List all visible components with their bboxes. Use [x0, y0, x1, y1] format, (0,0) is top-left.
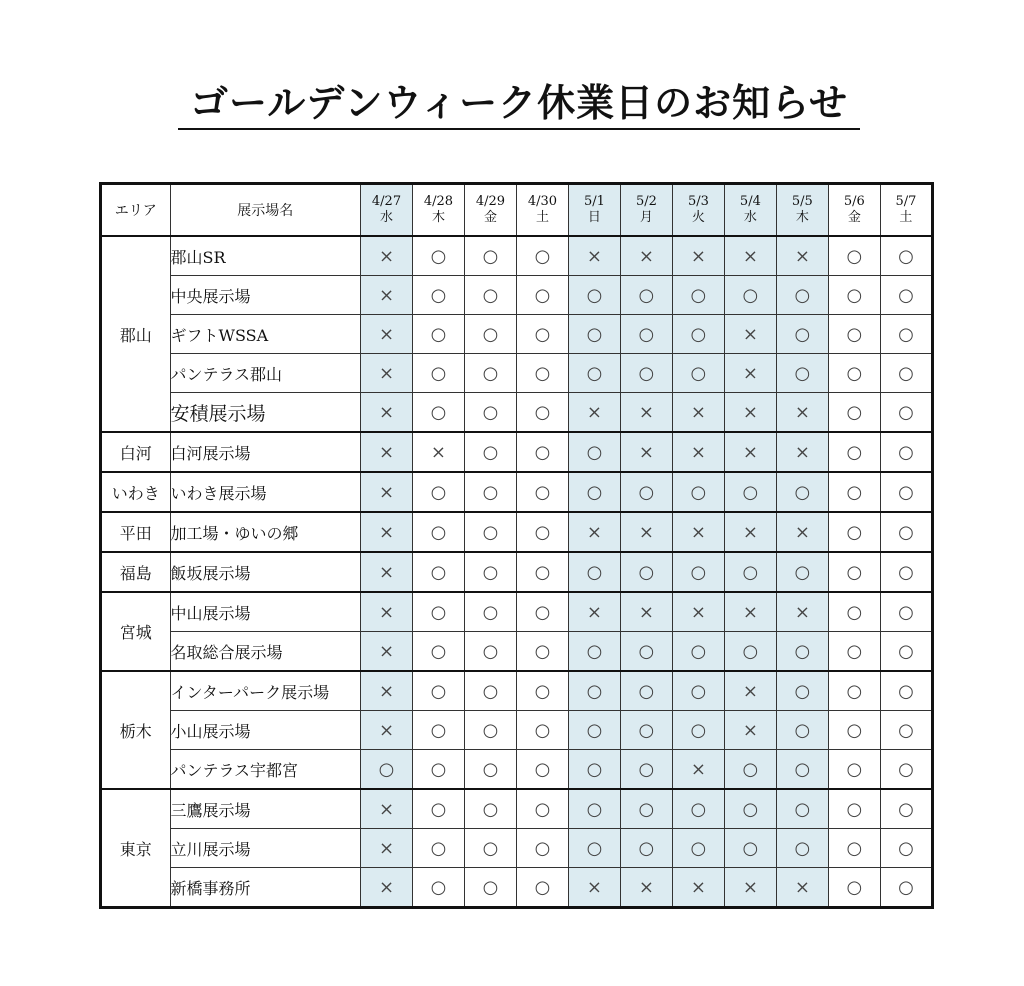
date-column-header	[620, 184, 672, 237]
open-mark: ○	[828, 632, 880, 672]
open-mark: ○	[672, 632, 724, 672]
open-mark: ○	[516, 512, 568, 552]
open-mark: ○	[724, 750, 776, 790]
open-mark: ○	[412, 276, 464, 315]
date-column-header	[516, 184, 568, 237]
open-mark: ○	[568, 829, 620, 868]
closed-mark: ×	[724, 236, 776, 276]
closed-mark: ×	[568, 868, 620, 908]
table-row	[101, 750, 933, 790]
weekday-label: 水	[379, 210, 393, 225]
table-row	[101, 789, 933, 829]
date-column-header	[880, 184, 932, 237]
open-mark: ○	[464, 711, 516, 750]
open-mark: ○	[620, 632, 672, 672]
table-row	[101, 315, 933, 354]
open-mark: ○	[724, 472, 776, 512]
open-mark: ○	[464, 592, 516, 632]
closed-mark: ×	[724, 315, 776, 354]
closed-mark: ×	[361, 868, 413, 908]
closed-mark: ×	[361, 236, 413, 276]
open-mark: ○	[880, 750, 932, 790]
table-row	[101, 236, 933, 276]
site-name: いわき展示場	[170, 472, 360, 512]
open-mark: ○	[828, 750, 880, 790]
open-mark: ○	[828, 829, 880, 868]
open-mark: ○	[672, 711, 724, 750]
date-column-header	[361, 184, 413, 237]
date-column-header	[672, 184, 724, 237]
closed-mark: ×	[361, 671, 413, 711]
open-mark: ○	[672, 789, 724, 829]
open-mark: ○	[568, 750, 620, 790]
open-mark: ○	[776, 354, 828, 393]
open-mark: ○	[880, 512, 932, 552]
open-mark: ○	[412, 472, 464, 512]
area-column-header: エリア	[101, 184, 171, 237]
open-mark: ○	[516, 868, 568, 908]
area-name: 福島	[101, 552, 171, 592]
closed-mark: ×	[568, 393, 620, 433]
open-mark: ○	[412, 236, 464, 276]
weekday-label: 金	[483, 210, 497, 225]
site-name: インターパーク展示場	[170, 671, 360, 711]
open-mark: ○	[516, 632, 568, 672]
closed-mark: ×	[724, 354, 776, 393]
open-mark: ○	[620, 789, 672, 829]
open-mark: ○	[776, 671, 828, 711]
weekday-label: 木	[795, 210, 809, 225]
closed-mark: ×	[620, 236, 672, 276]
open-mark: ○	[620, 315, 672, 354]
weekday-label: 土	[535, 210, 549, 225]
open-mark: ○	[620, 711, 672, 750]
open-mark: ○	[412, 750, 464, 790]
open-mark: ○	[464, 354, 516, 393]
open-mark: ○	[568, 632, 620, 672]
closed-mark: ×	[361, 276, 413, 315]
page-title: ゴールデンウィーク休業日のお知らせ	[178, 78, 860, 130]
closed-mark: ×	[568, 512, 620, 552]
table-row	[101, 432, 933, 472]
open-mark: ○	[568, 315, 620, 354]
open-mark: ○	[620, 472, 672, 512]
closed-mark: ×	[672, 236, 724, 276]
open-mark: ○	[568, 472, 620, 512]
open-mark: ○	[516, 592, 568, 632]
site-name: ギフトWSSA	[170, 315, 360, 354]
closed-mark: ×	[620, 393, 672, 433]
table-row	[101, 393, 933, 433]
open-mark: ○	[880, 632, 932, 672]
table-row	[101, 829, 933, 868]
open-mark: ○	[412, 632, 464, 672]
open-mark: ○	[620, 829, 672, 868]
site-name: 名取総合展示場	[170, 632, 360, 672]
open-mark: ○	[672, 472, 724, 512]
open-mark: ○	[672, 552, 724, 592]
area-name: 平田	[101, 512, 171, 552]
open-mark: ○	[412, 868, 464, 908]
open-mark: ○	[776, 829, 828, 868]
site-name: 小山展示場	[170, 711, 360, 750]
open-mark: ○	[516, 354, 568, 393]
date-column-header	[568, 184, 620, 237]
open-mark: ○	[568, 789, 620, 829]
closed-mark: ×	[776, 236, 828, 276]
open-mark: ○	[516, 789, 568, 829]
closed-mark: ×	[361, 711, 413, 750]
open-mark: ○	[880, 276, 932, 315]
table-row	[101, 512, 933, 552]
open-mark: ○	[516, 552, 568, 592]
closed-mark: ×	[361, 592, 413, 632]
closed-mark: ×	[568, 236, 620, 276]
open-mark: ○	[412, 592, 464, 632]
open-mark: ○	[412, 829, 464, 868]
table-row	[101, 671, 933, 711]
site-name: 加工場・ゆいの郷	[170, 512, 360, 552]
date-label: 4/27	[371, 194, 402, 209]
open-mark: ○	[880, 711, 932, 750]
site-name: 新橋事務所	[170, 868, 360, 908]
open-mark: ○	[672, 276, 724, 315]
closed-mark: ×	[620, 432, 672, 472]
closed-mark: ×	[724, 671, 776, 711]
open-mark: ○	[464, 393, 516, 433]
area-name: 白河	[101, 432, 171, 472]
open-mark: ○	[620, 354, 672, 393]
area-name: 郡山	[101, 236, 171, 432]
table-row	[101, 632, 933, 672]
open-mark: ○	[568, 711, 620, 750]
closed-mark: ×	[672, 432, 724, 472]
date-column-header	[412, 184, 464, 237]
date-label: 5/2	[635, 194, 657, 209]
date-label: 5/4	[739, 194, 761, 209]
closed-mark: ×	[724, 868, 776, 908]
open-mark: ○	[516, 276, 568, 315]
open-mark: ○	[516, 393, 568, 433]
open-mark: ○	[464, 472, 516, 512]
open-mark: ○	[464, 829, 516, 868]
closed-mark: ×	[776, 393, 828, 433]
closed-mark: ×	[620, 592, 672, 632]
closed-mark: ×	[620, 512, 672, 552]
open-mark: ○	[464, 750, 516, 790]
open-mark: ○	[776, 711, 828, 750]
open-mark: ○	[412, 393, 464, 433]
open-mark: ○	[776, 552, 828, 592]
closed-mark: ×	[361, 512, 413, 552]
date-column-header	[464, 184, 516, 237]
open-mark: ○	[516, 671, 568, 711]
date-label: 4/28	[423, 194, 454, 209]
open-mark: ○	[880, 671, 932, 711]
open-mark: ○	[568, 354, 620, 393]
open-mark: ○	[828, 472, 880, 512]
site-name: パンテラス宇都宮	[170, 750, 360, 790]
date-label: 5/6	[843, 194, 865, 209]
open-mark: ○	[412, 315, 464, 354]
open-mark: ○	[568, 671, 620, 711]
closed-mark: ×	[776, 868, 828, 908]
site-name: 三鷹展示場	[170, 789, 360, 829]
open-mark: ○	[412, 512, 464, 552]
closed-mark: ×	[776, 592, 828, 632]
open-mark: ○	[672, 315, 724, 354]
date-column-header	[724, 184, 776, 237]
closed-mark: ×	[361, 829, 413, 868]
open-mark: ○	[672, 354, 724, 393]
site-name: 中山展示場	[170, 592, 360, 632]
closed-mark: ×	[361, 552, 413, 592]
date-label: 4/29	[475, 194, 506, 209]
closed-mark: ×	[724, 711, 776, 750]
open-mark: ○	[828, 354, 880, 393]
open-mark: ○	[516, 432, 568, 472]
open-mark: ○	[776, 632, 828, 672]
site-name: パンテラス郡山	[170, 354, 360, 393]
table-row	[101, 552, 933, 592]
open-mark: ○	[776, 750, 828, 790]
open-mark: ○	[880, 552, 932, 592]
closed-mark: ×	[361, 315, 413, 354]
open-mark: ○	[724, 632, 776, 672]
area-name: いわき	[101, 472, 171, 512]
open-mark: ○	[880, 393, 932, 433]
open-mark: ○	[464, 552, 516, 592]
date-label: 5/3	[687, 194, 709, 209]
open-mark: ○	[828, 315, 880, 354]
weekday-label: 月	[639, 210, 653, 225]
site-name: 中央展示場	[170, 276, 360, 315]
closed-mark: ×	[776, 512, 828, 552]
open-mark: ○	[828, 789, 880, 829]
closed-mark: ×	[724, 512, 776, 552]
table-row	[101, 711, 933, 750]
area-name: 宮城	[101, 592, 171, 671]
closed-mark: ×	[724, 432, 776, 472]
open-mark: ○	[880, 868, 932, 908]
open-mark: ○	[516, 472, 568, 512]
date-column-header	[776, 184, 828, 237]
open-mark: ○	[412, 354, 464, 393]
open-mark: ○	[828, 236, 880, 276]
open-mark: ○	[516, 315, 568, 354]
open-mark: ○	[464, 512, 516, 552]
open-mark: ○	[880, 472, 932, 512]
closed-mark: ×	[568, 592, 620, 632]
closed-mark: ×	[672, 592, 724, 632]
open-mark: ○	[828, 393, 880, 433]
site-name: 白河展示場	[170, 432, 360, 472]
open-mark: ○	[464, 632, 516, 672]
open-mark: ○	[620, 552, 672, 592]
open-mark: ○	[828, 592, 880, 632]
open-mark: ○	[516, 711, 568, 750]
date-column-header	[828, 184, 880, 237]
closed-mark: ×	[361, 393, 413, 433]
closed-mark: ×	[672, 750, 724, 790]
area-name: 東京	[101, 789, 171, 908]
open-mark: ○	[828, 512, 880, 552]
open-mark: ○	[880, 432, 932, 472]
closed-mark: ×	[672, 512, 724, 552]
open-mark: ○	[516, 236, 568, 276]
open-mark: ○	[776, 276, 828, 315]
table-row	[101, 276, 933, 315]
open-mark: ○	[880, 829, 932, 868]
open-mark: ○	[880, 354, 932, 393]
open-mark: ○	[516, 750, 568, 790]
site-name: 立川展示場	[170, 829, 360, 868]
open-mark: ○	[776, 472, 828, 512]
open-mark: ○	[620, 750, 672, 790]
site-name: 飯坂展示場	[170, 552, 360, 592]
open-mark: ○	[776, 315, 828, 354]
weekday-label: 土	[899, 210, 913, 225]
open-mark: ○	[516, 829, 568, 868]
open-mark: ○	[724, 276, 776, 315]
weekday-label: 日	[587, 210, 601, 225]
open-mark: ○	[672, 671, 724, 711]
open-mark: ○	[776, 789, 828, 829]
site-column-header: 展示場名	[170, 184, 360, 237]
open-mark: ○	[464, 236, 516, 276]
open-mark: ○	[724, 552, 776, 592]
table-row	[101, 868, 933, 908]
open-mark: ○	[828, 671, 880, 711]
open-mark: ○	[412, 789, 464, 829]
open-mark: ○	[880, 789, 932, 829]
header-row	[101, 184, 933, 237]
weekday-label: 水	[743, 210, 757, 225]
open-mark: ○	[880, 315, 932, 354]
open-mark: ○	[828, 276, 880, 315]
open-mark: ○	[568, 276, 620, 315]
closed-mark: ×	[412, 432, 464, 472]
open-mark: ○	[361, 750, 413, 790]
open-mark: ○	[464, 276, 516, 315]
open-mark: ○	[464, 315, 516, 354]
date-label: 5/5	[791, 194, 813, 209]
open-mark: ○	[620, 276, 672, 315]
area-name: 栃木	[101, 671, 171, 789]
closed-mark: ×	[361, 632, 413, 672]
date-label: 4/30	[527, 194, 558, 209]
closed-mark: ×	[672, 393, 724, 433]
closed-mark: ×	[776, 432, 828, 472]
open-mark: ○	[828, 711, 880, 750]
weekday-label: 火	[691, 210, 705, 225]
closed-mark: ×	[724, 592, 776, 632]
table-row	[101, 472, 933, 512]
open-mark: ○	[620, 671, 672, 711]
site-name: 安積展示場	[170, 393, 360, 433]
date-label: 5/7	[895, 194, 917, 209]
weekday-label: 木	[431, 210, 445, 225]
schedule-body	[101, 236, 933, 908]
open-mark: ○	[464, 671, 516, 711]
site-name: 郡山SR	[170, 236, 360, 276]
open-mark: ○	[464, 432, 516, 472]
open-mark: ○	[828, 552, 880, 592]
open-mark: ○	[724, 789, 776, 829]
table-row	[101, 354, 933, 393]
open-mark: ○	[880, 592, 932, 632]
closed-mark: ×	[361, 432, 413, 472]
open-mark: ○	[828, 432, 880, 472]
open-mark: ○	[464, 789, 516, 829]
open-mark: ○	[412, 711, 464, 750]
closed-mark: ×	[361, 472, 413, 512]
open-mark: ○	[672, 829, 724, 868]
weekday-label: 金	[847, 210, 861, 225]
closed-mark: ×	[620, 868, 672, 908]
closed-mark: ×	[672, 868, 724, 908]
open-mark: ○	[724, 829, 776, 868]
closed-mark: ×	[724, 393, 776, 433]
open-mark: ○	[412, 671, 464, 711]
open-mark: ○	[880, 236, 932, 276]
open-mark: ○	[464, 868, 516, 908]
open-mark: ○	[568, 432, 620, 472]
closed-mark: ×	[361, 354, 413, 393]
closed-mark: ×	[361, 789, 413, 829]
open-mark: ○	[412, 552, 464, 592]
open-mark: ○	[568, 552, 620, 592]
table-row	[101, 592, 933, 632]
date-label: 5/1	[583, 194, 605, 209]
open-mark: ○	[828, 868, 880, 908]
holiday-schedule-table	[99, 182, 934, 909]
